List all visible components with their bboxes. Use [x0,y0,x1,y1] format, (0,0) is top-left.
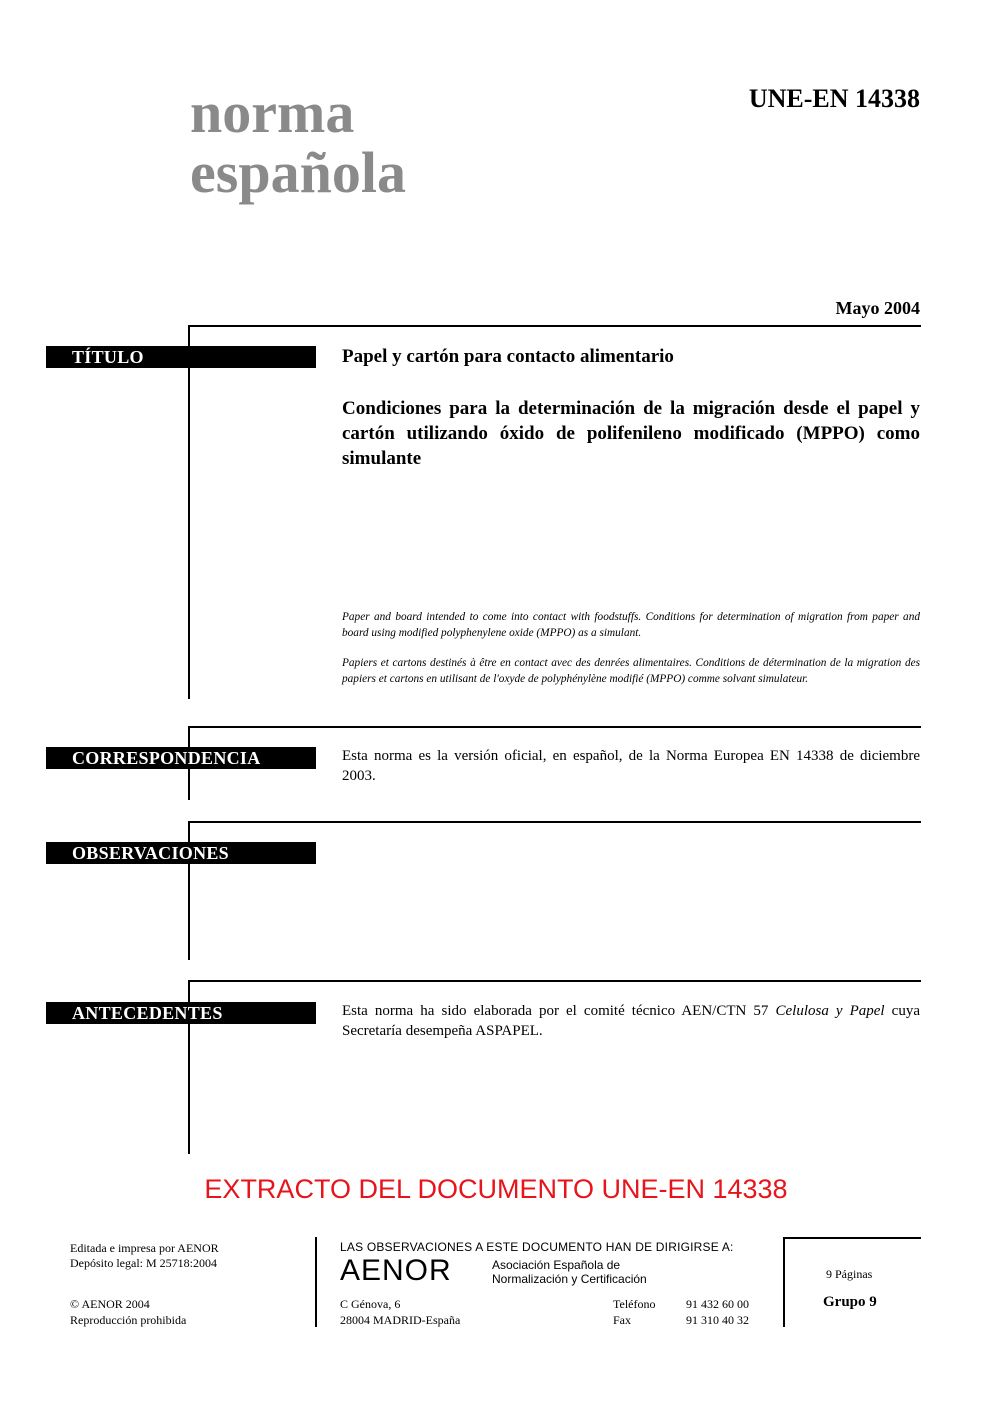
aenor-logo: AENOR [340,1254,452,1287]
divider-vertical [188,325,190,699]
divider [188,980,921,982]
title-english: Paper and board intended to come into contact with foodstuffs. Conditions for determination of migration from paper and board using modified polyphenylene oxide (MPPO) as a simulant. [342,611,920,639]
address-line2: 28004 MADRID-España [340,1313,461,1327]
page-count: 9 Páginas [826,1267,873,1281]
antecedentes-text [342,1001,920,1041]
correspondencia-text: Esta norma es la versión oficial, en español, de la Norma Europea EN 14338 de diciembre 2003. [342,748,920,784]
association-line1: Asociación Española de [492,1258,621,1272]
section-label-correspondencia: CORRESPONDENCIA [46,747,316,769]
title-french: Papiers et cartons destinés à être en contact avec des denrées alimentaires. Conditions de détermination de la migration des papiers et cartons en utilisant de l'oxyde de polyphénylène modifié (MPPO) comme solvant simulateur. [342,657,920,685]
legal-deposit: Depósito legal: M 25718:2004 [70,1256,217,1270]
footer-divider [315,1237,317,1327]
footer-box-top [783,1237,921,1239]
divider [188,821,921,823]
section-label-antecedentes: ANTECEDENTES [46,1002,316,1024]
extract-notice: EXTRACTO DEL DOCUMENTO UNE-EN 14338 [204,1174,788,1204]
fax-number: 91 310 40 32 [686,1313,749,1327]
publication-date: Mayo 2004 [835,298,920,318]
title-sub: Condiciones para la determinación de la migración desde el papel y cartón utilizando óxido de polifenileno modificado (MPPO) como simulante [342,398,920,469]
fax-label: Fax [613,1313,631,1327]
section-label-titulo: TÍTULO [46,346,316,368]
copyright: © AENOR 2004 [70,1297,150,1311]
address-line1: C Génova, 6 [340,1297,401,1311]
standard-code: UNE-EN 14338 [748,84,920,113]
association-name [492,1258,647,1286]
divider [188,726,921,728]
phone-label: Teléfono [613,1297,656,1311]
brand-norma: norma [190,80,355,145]
antecedentes-text-part2: cuya Secretaría desempeña ASPAPEL. [342,1003,920,1039]
section-label-observaciones: OBSERVACIONES [46,842,316,864]
title-main: Papel y cartón para contacto alimentario [342,346,674,367]
association-line2: Normalización y Certificación [492,1272,647,1286]
observations-note: LAS OBSERVACIONES A ESTE DOCUMENTO HAN DE DIRIGIRSE A: [340,1240,734,1254]
divider [188,325,921,327]
antecedentes-text-part1: Esta norma ha sido elaborada por el comité técnico AEN/CTN 57 [342,1003,776,1019]
footer-box-left [783,1237,785,1327]
antecedentes-committee-name: Celulosa y Papel [775,1003,885,1019]
phone-number: 91 432 60 00 [686,1297,749,1311]
price-group: Grupo 9 [823,1294,877,1310]
edited-by: Editada e impresa por AENOR [70,1241,219,1255]
reproduction-notice: Reproducción prohibida [70,1313,187,1327]
brand-espanola: española [190,140,406,205]
